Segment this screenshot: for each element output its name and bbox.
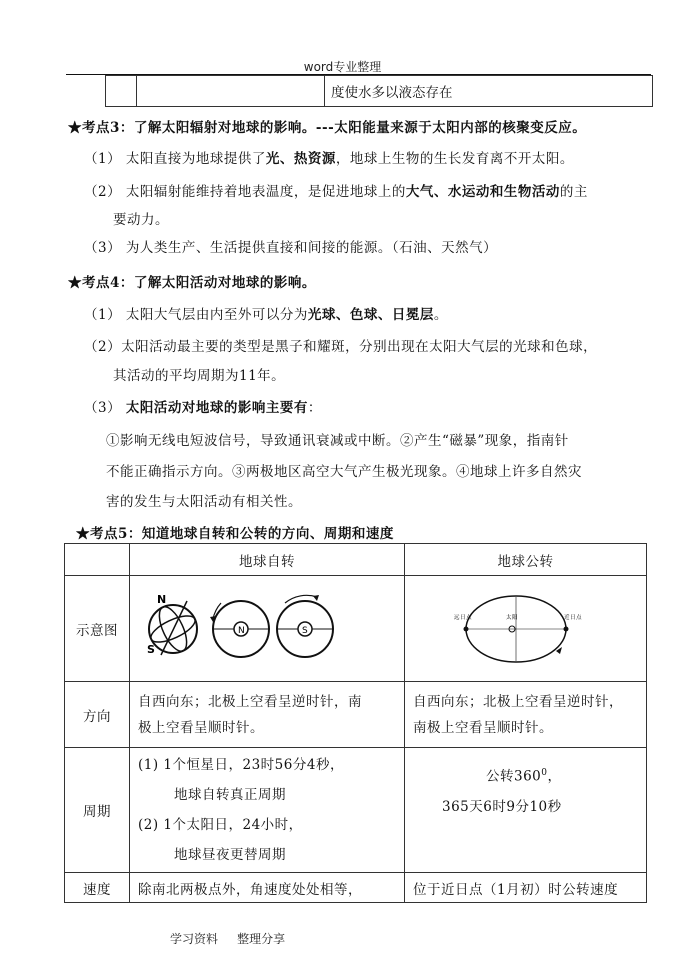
table-row-period bbox=[65, 748, 647, 873]
page-footer bbox=[170, 930, 285, 947]
globe-icon bbox=[147, 593, 199, 656]
orbit-right-label: 近日点 bbox=[564, 614, 583, 621]
section3-item2-bold: 大气、水运动和生物活动 bbox=[405, 184, 560, 200]
col-revolution-header: 地球公转 bbox=[405, 544, 647, 576]
period-revolution-comma: ， bbox=[547, 768, 562, 785]
rotation-diagram-cell bbox=[130, 576, 405, 682]
south-pole-view-icon bbox=[277, 595, 333, 657]
globe-n-label: N bbox=[157, 592, 167, 606]
section4-effects-line1: ①影响无线电短波信号，导致通讯衰减或中断。②产生“磁暴”现象，指南针 bbox=[106, 433, 569, 449]
direction-revolution-line2: 南极上空看呈顺时针。 bbox=[413, 719, 553, 736]
section5-title: ★考点5：知道地球自转和公转的方向、周期和速度 bbox=[76, 526, 394, 542]
section4-item2-cont: 其活动的平均周期为11年。 bbox=[113, 368, 286, 384]
section4-item2: （2）太阳活动最主要的类型是黑子和耀斑，分别出现在太阳大气层的光球和色球， bbox=[84, 339, 598, 355]
continued-table bbox=[105, 75, 653, 107]
north-pole-label: N bbox=[238, 625, 246, 636]
row-diagram-label: 示意图 bbox=[65, 576, 130, 682]
section3-item1 bbox=[84, 147, 574, 167]
row-speed-label: 速度 bbox=[65, 873, 130, 903]
section4-item1-post: 。 bbox=[433, 307, 448, 323]
continued-table-cell-1 bbox=[106, 76, 137, 107]
orbit-sun-label: 太阳 bbox=[506, 614, 519, 621]
speed-revolution-cell: 位于近日点（1月初）时公转速度 bbox=[405, 873, 647, 903]
globe-s-label: S bbox=[147, 642, 156, 656]
revolution-diagram-cell bbox=[405, 576, 647, 682]
section4-item1 bbox=[84, 303, 448, 323]
footer-right: 整理分享 bbox=[237, 932, 286, 946]
section3-item2-cont: 要动力。 bbox=[113, 212, 169, 228]
south-pole-label: S bbox=[302, 625, 309, 636]
period-revolution-line2: 365天6时9分10秒 bbox=[442, 798, 562, 815]
table-row-diagram bbox=[65, 576, 647, 682]
period-rotation-line3: (2) 1个太阳日，24小时， bbox=[138, 817, 303, 833]
period-rotation-line4: 地球昼夜更替周期 bbox=[174, 847, 286, 863]
table-corner-cell bbox=[65, 544, 130, 576]
section3-item2-pre: （2） 太阳辐射能维持着地表温度，是促进地球上的 bbox=[84, 184, 406, 200]
speed-rotation-cell: 除南北两极点外，角速度处处相等， bbox=[130, 873, 405, 903]
direction-rotation-line2: 极上空看呈顺时针。 bbox=[138, 719, 264, 736]
section3-item3: （3） 为人类生产、生活提供直接和间接的能源。（石油、天然气） bbox=[84, 240, 498, 256]
footer-left: 学习资料 bbox=[170, 932, 219, 946]
table-row-direction bbox=[65, 682, 647, 748]
page-header: word专业整理 bbox=[303, 60, 382, 74]
section4-item3 bbox=[84, 396, 322, 416]
table-header-row bbox=[65, 544, 647, 576]
row-period-label: 周期 bbox=[65, 748, 130, 873]
period-revolution-degrees: 公转360 bbox=[486, 768, 542, 785]
rotation-diagram bbox=[141, 589, 341, 669]
period-rotation-line2: 地球自转真正周期 bbox=[174, 787, 286, 803]
section3-item1-pre: （1） 太阳直接为地球提供了 bbox=[84, 151, 266, 167]
section4-item3-post: ： bbox=[307, 400, 322, 416]
section3-item2-post: 的主 bbox=[559, 184, 588, 200]
period-revolution-degree-sup: 0 bbox=[541, 768, 548, 778]
section4-title: ★考点4：了解太阳活动对地球的影响。 bbox=[68, 275, 316, 291]
section4-effects-line2: 不能正确指示方向。③两极地区高空大气产生极光现象。④地球上许多自然灾 bbox=[106, 464, 582, 480]
direction-rotation-cell bbox=[130, 682, 405, 748]
section4-effects-line3: 害的发生与太阳活动有相关性。 bbox=[106, 494, 302, 510]
section4-item1-bold: 光球、色球、日冕层 bbox=[307, 307, 434, 323]
section3-title bbox=[68, 116, 586, 136]
section4-item1-pre: （1） 太阳大气层由内至外可以分为 bbox=[84, 307, 308, 323]
period-revolution-cell bbox=[405, 748, 647, 873]
section4-item3-bold: 太阳活动对地球的影响主要有 bbox=[125, 400, 308, 416]
row-direction-label: 方向 bbox=[65, 682, 130, 748]
direction-revolution-line1: 自西向东；北极上空看呈逆时针， bbox=[413, 693, 623, 710]
direction-rotation-line1: 自西向东；北极上空看呈逆时针，南 bbox=[138, 693, 362, 710]
section3-item2 bbox=[84, 180, 588, 200]
table-row-speed bbox=[65, 873, 647, 903]
rotation-revolution-table bbox=[64, 543, 647, 903]
north-pole-view-icon bbox=[210, 601, 269, 657]
orbit-left-label: 远日点 bbox=[454, 614, 473, 621]
direction-revolution-cell bbox=[405, 682, 647, 748]
section3-item1-bold: 光、热资源 bbox=[265, 151, 336, 167]
section3-title-a: ★考点3：了解太阳辐射对地球的影响。 bbox=[68, 120, 316, 136]
section4-item3-pre: （3） bbox=[84, 400, 126, 416]
continued-table-cell-3: 度使水多以液态存在 bbox=[325, 76, 653, 107]
revolution-diagram bbox=[446, 589, 586, 669]
continued-table-cell-2 bbox=[137, 76, 325, 107]
section3-title-b: ---太阳能量来源于太阳内部的核聚变反应。 bbox=[315, 120, 587, 136]
period-rotation-line1: (1) 1个恒星日，23时56分4秒， bbox=[138, 757, 344, 773]
orbit-icon bbox=[454, 596, 582, 662]
period-rotation-cell bbox=[130, 748, 405, 873]
period-revolution-line1 bbox=[406, 758, 645, 792]
col-rotation-header: 地球自转 bbox=[130, 544, 405, 576]
section3-item1-post: ，地球上生物的生长发育离不开太阳。 bbox=[335, 151, 574, 167]
